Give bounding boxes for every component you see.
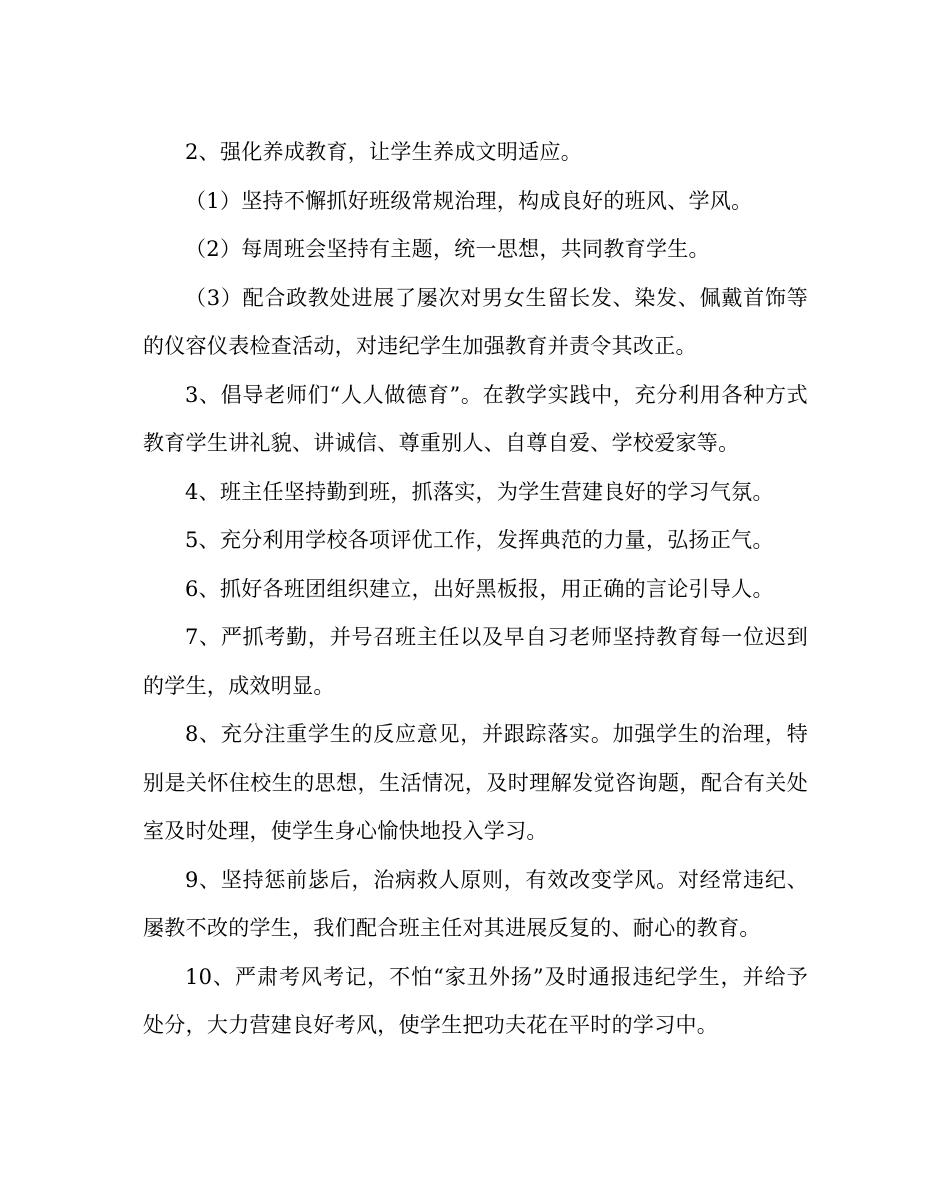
paragraph-item-6: 6、抓好各班团组织建立，出好黑板报，用正确的言论引导人。 (185, 576, 774, 601)
paragraph-item-3: 3、倡导老师们“人人做德育”。在教学实践中，充分利用各种方式教育学生讲礼貌、讲诚信、尊重别人、自尊自爱、学校爱家等。 (143, 382, 808, 455)
paragraph-item-9: 9、坚持惩前毖后，治病救人原则，有效改变学风。对经常违纪、屡教不改的学生，我们配合班主任对其进展反复的、耐心的教育。 (143, 867, 808, 940)
paragraph-sub-1: （1）坚持不懈抓好班级常规治理，构成良好的班风、学风。 (185, 188, 753, 213)
paragraph-item-7: 7、严抓考勤，并号召班主任以及早自习老师坚持教育每一位迟到的学生，成效明显。 (143, 625, 808, 698)
document-body (143, 128, 808, 1050)
paragraph-item-5: 5、充分利用学校各项评优工作，发挥典范的力量，弘扬正气。 (185, 528, 774, 552)
paragraph-item-10: 10、严肃考风考记，不怕“家丑外扬”及时通报违纪学生，并给予处分，大力营建良好考风，使学生把功夫花在平时的学习中。 (143, 964, 808, 1037)
paragraph-item-8: 8、充分注重学生的反应意见，并跟踪落实。加强学生的治理，特别是关怀住校生的思想，生活情况，及时理解发觉咨询题，配合有关处室及时处理，使学生身心愉快地投入学习。 (143, 722, 808, 843)
paragraph-item-2: 2、强化养成教育，让学生养成文明适应。 (185, 140, 583, 164)
paragraph-sub-2: （2）每周班会坚持有主题，统一思想，共同教育学生。 (185, 237, 710, 261)
paragraph-item-4: 4、班主任坚持勤到班，抓落实，为学生营建良好的学习气氛。 (185, 479, 774, 504)
paragraph-sub-3: （3）配合政教处进展了屡次对男女生留长发、染发、佩戴首饰等的仪容仪表检查活动，对违纪学生加强教育并责令其改正。 (143, 285, 808, 358)
